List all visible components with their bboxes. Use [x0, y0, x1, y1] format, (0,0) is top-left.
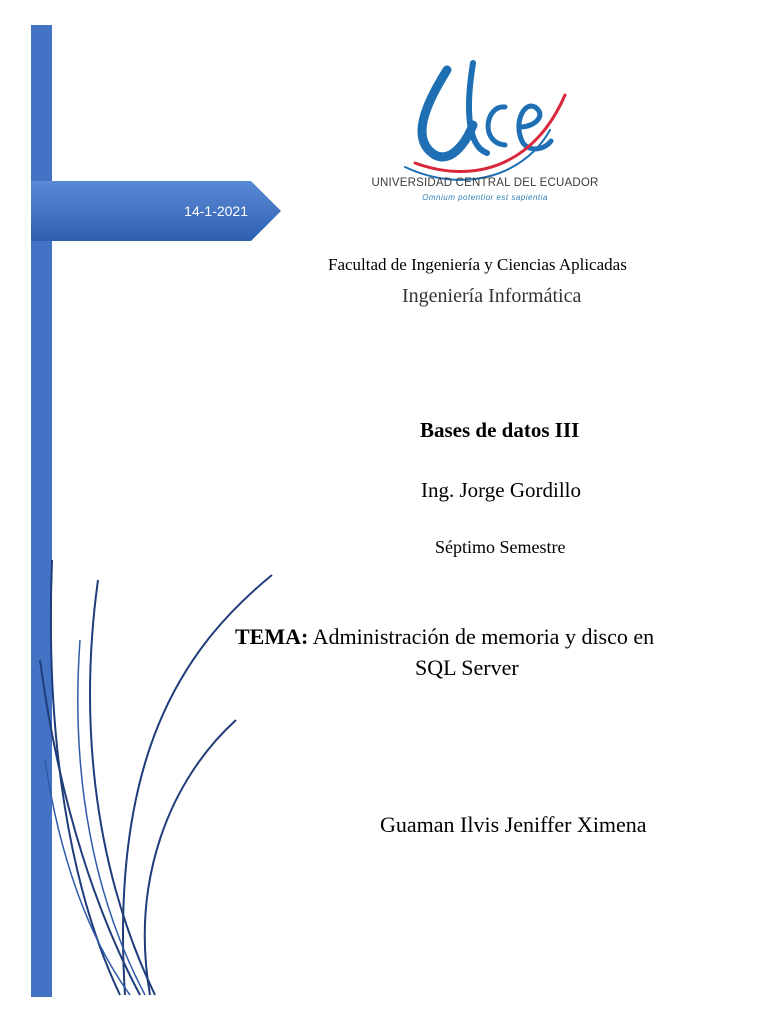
- semester: Séptimo Semestre: [435, 537, 566, 557]
- university-name: UNIVERSIDAD CENTRAL DEL ECUADOR: [371, 177, 599, 189]
- topic-label: TEMA:: [235, 624, 309, 649]
- date-text: 14-1-2021: [184, 203, 248, 219]
- teacher-name: Ing. Jorge Gordillo: [421, 478, 582, 502]
- subject-title: Bases de datos III: [420, 418, 580, 442]
- author-name: Guaman Ilvis Jeniffer Ximena: [380, 812, 647, 837]
- faculty-name: Facultad de Ingeniería y Ciencias Aplicadas: [328, 255, 627, 274]
- topic-line-2: SQL Server: [415, 655, 519, 680]
- university-motto: Omnium potentior est sapientia: [422, 193, 548, 202]
- topic-text-1: Administración de memoria y disco en: [312, 624, 655, 649]
- decorative-curves: [0, 560, 300, 1000]
- date-banner: [31, 181, 281, 241]
- career-name: Ingeniería Informática: [402, 285, 582, 307]
